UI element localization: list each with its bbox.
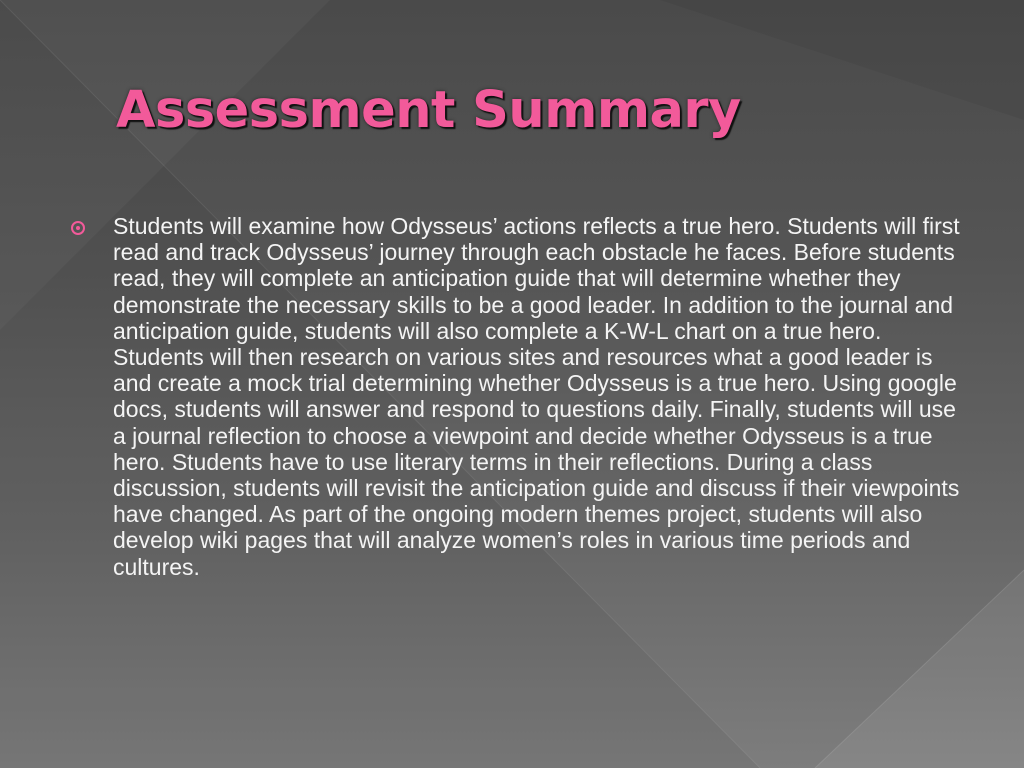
bullet-text: Students will examine how Odysseus’ actions reflects a true hero. Students will first read and track Odysseus’ journey through each obstacle he faces. Before students read, they will complete an anticipation guide that will determine whether they demonstrate the necessary skills to be a good leader. In addition to the journal and anticipation guide, students will also complete a K-W-L chart on a true hero. Students will then research on various sites and resources what a good leader is and create a mock trial determining whether Odysseus is a true hero. Using google docs, students will answer and respond to questions daily. Finally, students will use a journal reflection to choose a viewpoint and decide whether Odysseus is a true hero. Students have to use literary terms in their reflections. During a class discussion, students will revisit the anticipation guide and discuss if their viewpoints have changed. As part of the ongoing modern themes project, students will also develop wiki pages that will analyze women’s roles in various time periods and cultures. [113,213,960,580]
slide-title: Assessment Summary [116,81,741,140]
circle-bullet-icon [71,221,85,235]
